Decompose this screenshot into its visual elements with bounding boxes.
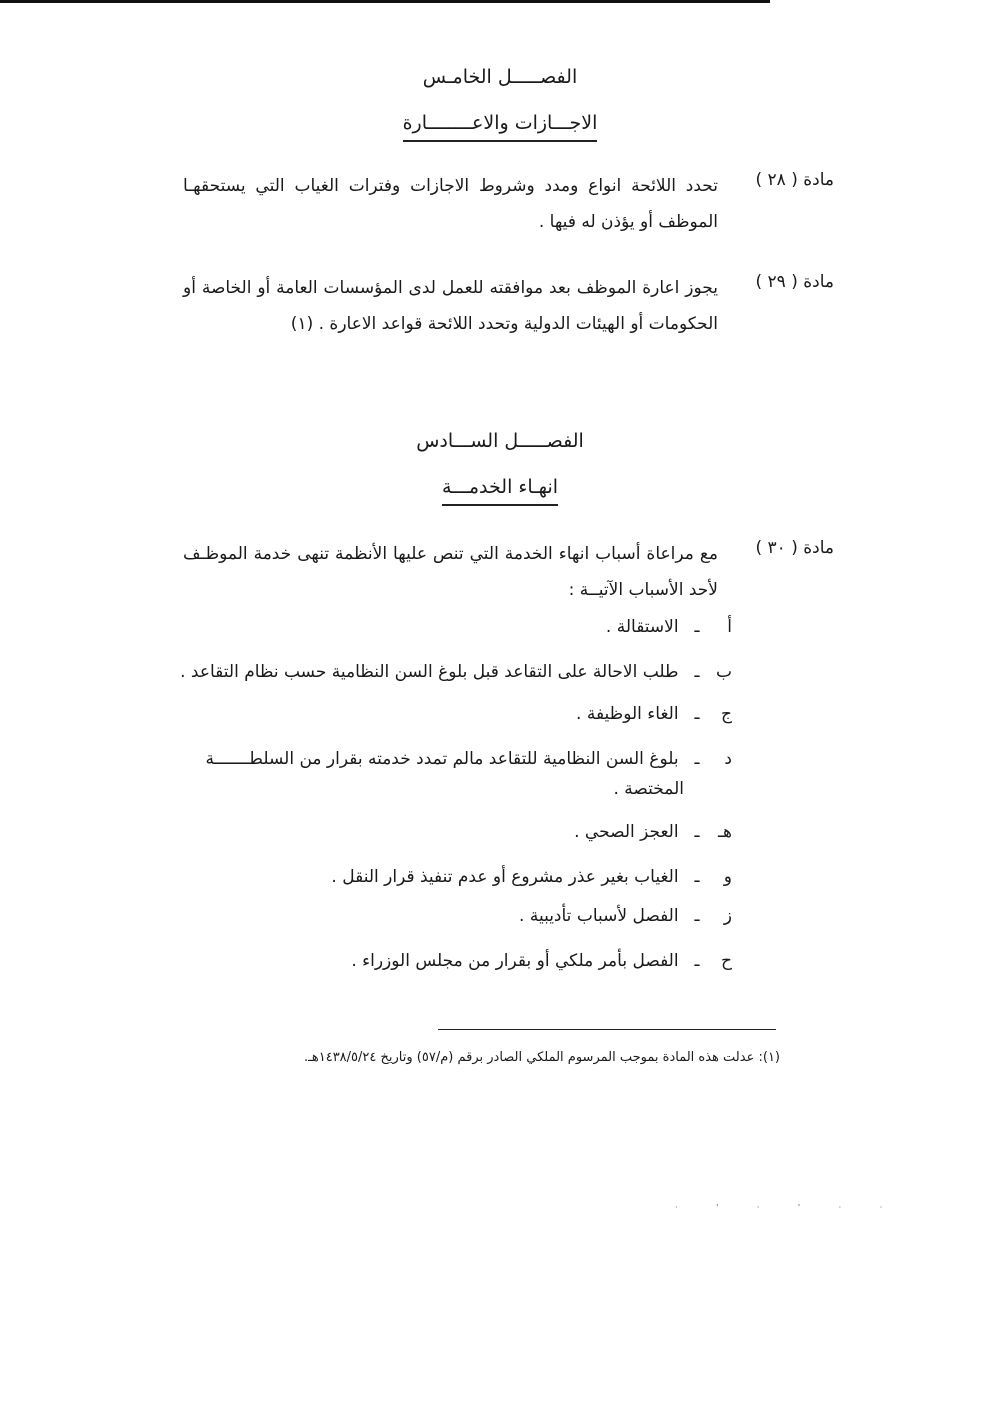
item-text: العجز الصحي . — [574, 822, 679, 842]
article-29-label: مادة ( ٢٩ ) — [755, 272, 834, 292]
item-dash: ـ — [694, 704, 700, 724]
article-30-label: مادة ( ٣٠ ) — [755, 538, 834, 558]
item-letter: هـ — [718, 822, 732, 842]
list-item-continuation: المختصة . — [613, 779, 684, 799]
item-letter: ح — [721, 951, 732, 971]
list-item — [351, 951, 732, 971]
list-item — [205, 749, 732, 769]
item-letter: د — [724, 749, 732, 769]
list-item — [331, 867, 732, 887]
item-text: بلوغ السن النظامية للتقاعد مالم تمدد خدمته بقرار من السلطـــــــة — [205, 749, 679, 769]
item-letter: ج — [721, 704, 732, 724]
list-item — [576, 704, 732, 724]
item-text: الاستقالة . — [605, 617, 679, 637]
item-letter: و — [723, 867, 732, 887]
item-dash: ـ — [694, 867, 700, 887]
article-30-text: مع مراعاة أسباب انهاء الخدمة التي تنص عليها الأنظمة تنهى خدمة الموظـف لأحد الأسباب الآتيــة : — [183, 544, 718, 600]
item-dash: ـ — [694, 662, 700, 682]
item-dash: ـ — [694, 822, 700, 842]
item-dash: ـ — [694, 749, 700, 769]
item-text: الغاء الوظيفة . — [576, 704, 679, 724]
list-item — [180, 662, 732, 682]
item-text: الفصل لأسباب تأديبية . — [519, 906, 679, 926]
list-item — [574, 822, 732, 842]
article-28-text: تحدد اللائحة انواع ومدد وشروط الاجازات وفترات الغياب التي يستحقهـا الموظف أو يؤذن له فيها . — [183, 176, 718, 232]
item-dash: ـ — [694, 906, 700, 926]
top-scan-rule — [0, 0, 770, 3]
item-text: الغياب بغير عذر مشروع أو عدم تنفيذ قرار النقل . — [331, 867, 679, 887]
footnote: (١): عدلت هذه المادة بموجب المرسوم الملكي الصادر برقم (م/٥٧) وتاريخ ١٤٣٨/٥/٢٤هـ. — [303, 1050, 780, 1065]
chapter5-subtitle: الاجـــازات والاعــــــــارة — [0, 112, 1000, 134]
item-text: طلب الاحالة على التقاعد قبل بلوغ السن النظامية حسب نظام التقاعد . — [180, 662, 679, 682]
item-text: الفصل بأمر ملكي أو بقرار من مجلس الوزراء . — [351, 951, 679, 971]
chapter6-subtitle: انهـاء الخدمـــة — [0, 476, 1000, 498]
article-28-label: مادة ( ٢٨ ) — [755, 170, 834, 190]
item-letter: أ — [727, 617, 732, 637]
footnote-divider — [438, 1029, 776, 1030]
list-item — [606, 617, 732, 637]
item-letter: ب — [715, 662, 732, 682]
scan-marks: · ' · ' · · — [675, 1203, 901, 1212]
chapter5-title: الفصـــــل الخامـس — [422, 66, 578, 88]
list-item — [519, 906, 732, 926]
item-dash: ـ — [694, 951, 700, 971]
chapter6-title: الفصـــــل الســـادس — [416, 430, 584, 452]
item-dash: ـ — [694, 617, 700, 637]
item-letter: ز — [723, 906, 732, 926]
article-29-text: يجوز اعارة الموظف بعد موافقته للعمل لدى المؤسسات العامة أو الخاصة أو الحكومات أو الهيئات الدولية وتحدد اللائحة قواعد الاعارة . (١) — [183, 278, 718, 334]
